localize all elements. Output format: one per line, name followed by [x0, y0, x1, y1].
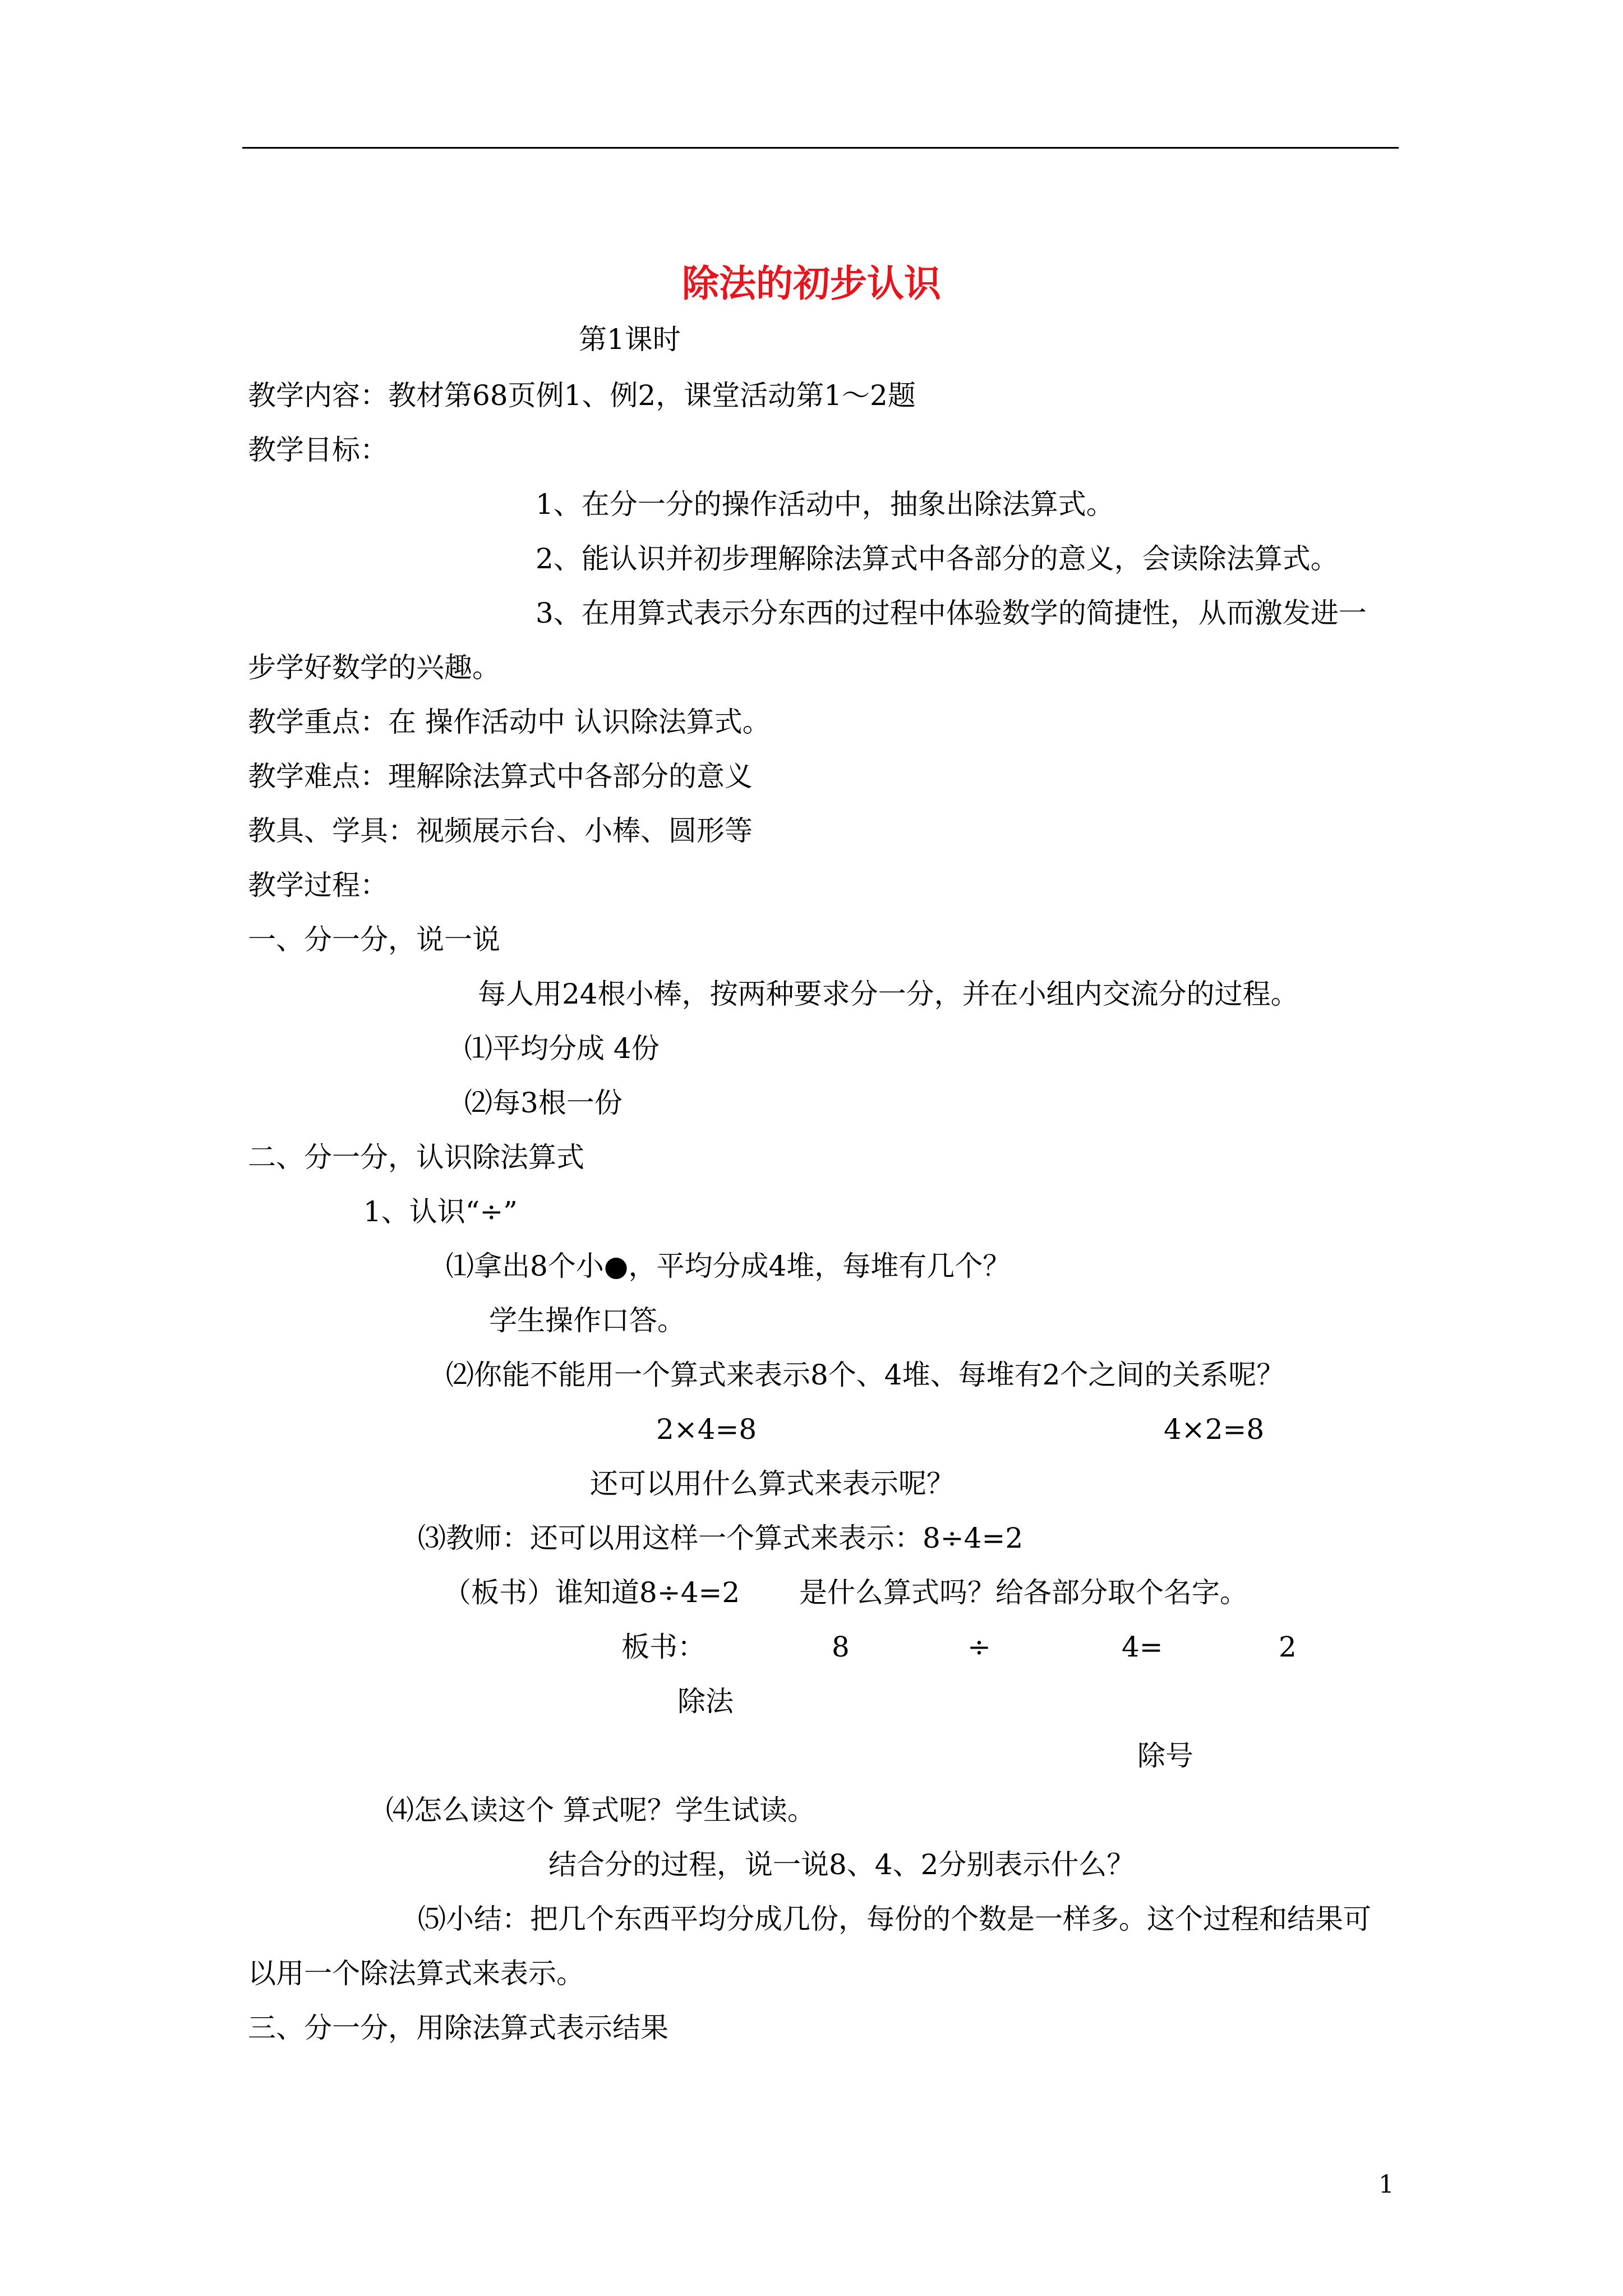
board-quotient: 2 — [1279, 1631, 1297, 1663]
section-2-heading: 二、分一分，认识除法算式 — [248, 1141, 584, 1174]
teaching-content: 教学内容：教材第68页例1、例2，课堂活动第1～2题 — [248, 379, 916, 412]
step-5-summary-continued: 以用一个除法算式来表示。 — [248, 1957, 584, 1990]
board-label: 板书： — [621, 1631, 706, 1663]
objective-1: 1、在分一分的操作活动中，抽象出除法算式。 — [536, 488, 1114, 521]
step-4-explain: 结合分的过程，说一说8、4、2分别表示什么？ — [548, 1848, 1135, 1881]
process-heading: 教学过程： — [248, 869, 388, 901]
step-3-board-question-rest: 是什么算式吗？给各部分取个名字。 — [799, 1576, 1248, 1609]
board-label-division-sign: 除号 — [1137, 1740, 1193, 1772]
step-3-board-question: （板书）谁知道8÷4=2 — [443, 1576, 740, 1609]
objectives-heading: 教学目标： — [248, 434, 388, 466]
objective-3-continued: 步学好数学的兴趣。 — [248, 651, 500, 684]
lesson-period: 第1课时 — [579, 323, 681, 356]
teaching-aids: 教具、学具：视频展示台、小棒、圆形等 — [248, 815, 753, 847]
step-2-question: ⑵你能不能用一个算式来表示8个、4堆、每堆有2个之间的关系呢？ — [446, 1359, 1285, 1391]
step-4-reading: ⑷怎么读这个 算式呢？学生试读。 — [386, 1794, 815, 1826]
equation-multiplication-1: 2×4=8 — [656, 1413, 757, 1446]
section-1-step-2: ⑵每3根一份 — [464, 1087, 623, 1119]
step-5-summary: ⑸小结：把几个东西平均分成几份，每份的个数是一样多。这个过程和结果可 — [418, 1903, 1371, 1935]
document-title: 除法的初步认识 — [682, 261, 941, 305]
section-1-step-1: ⑴平均分成 4份 — [464, 1032, 660, 1065]
key-point: 教学重点：在 操作活动中 认识除法算式。 — [248, 706, 771, 738]
equation-multiplication-2: 4×2=8 — [1164, 1413, 1265, 1446]
board-label-division: 除法 — [677, 1685, 734, 1718]
section-3-heading: 三、分一分，用除法算式表示结果 — [248, 2012, 668, 2044]
step-3-teacher: ⑶教师：还可以用这样一个算式来表示：8÷4=2 — [418, 1522, 1023, 1554]
objective-2: 2、能认识并初步理解除法算式中各部分的意义，会读除法算式。 — [536, 542, 1339, 575]
objective-3: 3、在用算式表示分东西的过程中体验数学的简捷性，从而激发进一 — [536, 597, 1367, 629]
board-divisor: 4= — [1122, 1631, 1163, 1663]
section-1-task: 每人用24根小棒，按两种要求分一分，并在小组内交流分的过程。 — [478, 978, 1299, 1010]
board-division-sign: ÷ — [967, 1631, 991, 1663]
board-dividend: 8 — [832, 1631, 850, 1663]
page-number: 1 — [1378, 2170, 1394, 2199]
header-rule — [242, 147, 1399, 149]
step-1-question: ⑴拿出8个小●，平均分成4堆，每堆有几个？ — [446, 1250, 1011, 1282]
section-1-heading: 一、分一分，说一说 — [248, 923, 500, 956]
step-1-answer: 学生操作口答。 — [489, 1304, 685, 1337]
difficult-point: 教学难点：理解除法算式中各部分的意义 — [248, 760, 753, 793]
recognize-division-sign: 1、认识“÷” — [363, 1195, 518, 1228]
step-2-followup: 还可以用什么算式来表示呢？ — [590, 1467, 955, 1500]
